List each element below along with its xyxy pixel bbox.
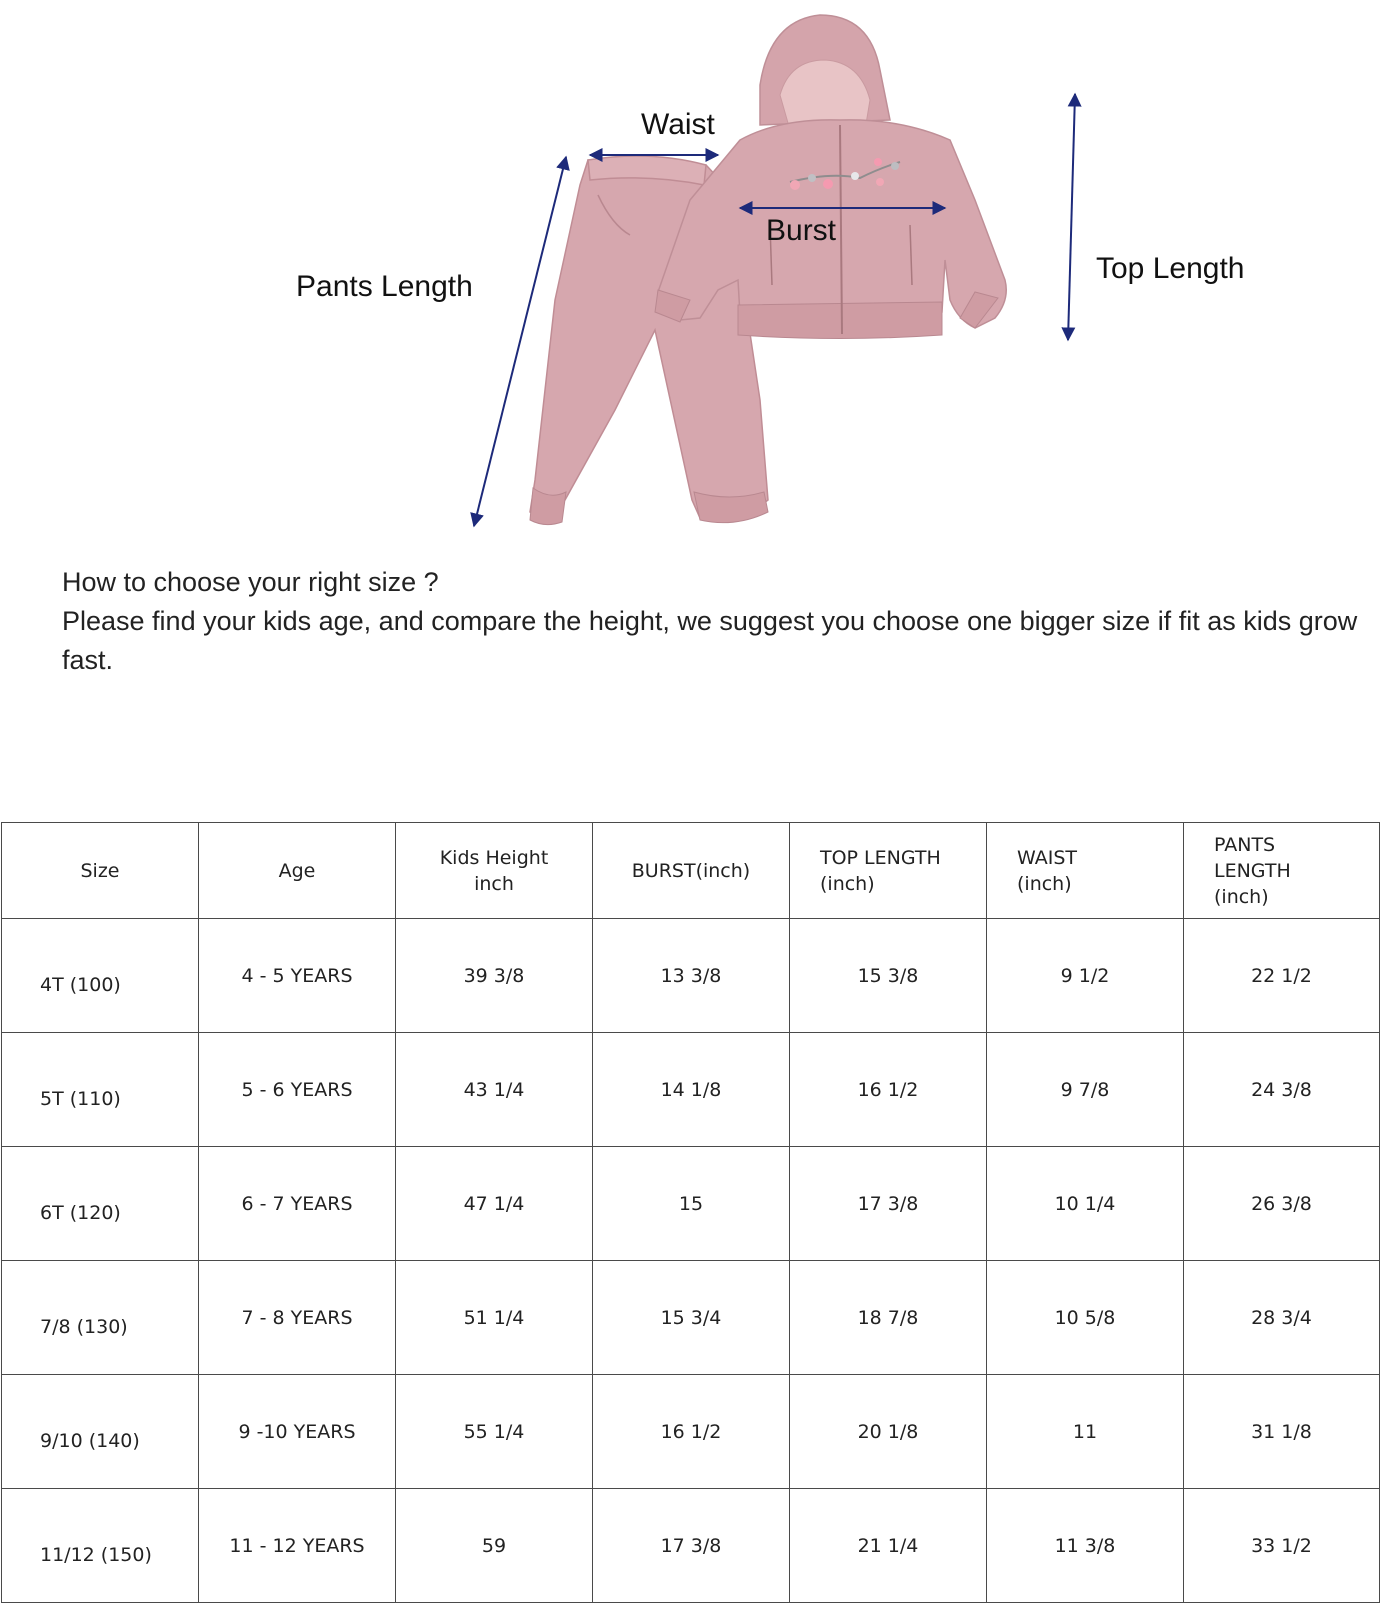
cell-waist: 9 1/2 bbox=[987, 919, 1184, 1033]
cell-height: 43 1/4 bbox=[396, 1033, 593, 1147]
cell-pants-length: 22 1/2 bbox=[1184, 919, 1380, 1033]
cell-size: 9/10 (140) bbox=[2, 1375, 199, 1489]
header-top-length: TOP LENGTH (inch) bbox=[790, 823, 987, 919]
table-row bbox=[2, 1375, 1380, 1489]
cell-pants-length: 33 1/2 bbox=[1184, 1489, 1380, 1603]
cell-pants-length: 31 1/8 bbox=[1184, 1375, 1380, 1489]
cell-burst: 17 3/8 bbox=[593, 1489, 790, 1603]
cell-burst: 15 bbox=[593, 1147, 790, 1261]
header-burst: BURST(inch) bbox=[593, 823, 790, 919]
cell-burst: 16 1/2 bbox=[593, 1375, 790, 1489]
cell-pants-length: 26 3/8 bbox=[1184, 1147, 1380, 1261]
header-size: Size bbox=[2, 823, 199, 919]
cell-pants-length: 24 3/8 bbox=[1184, 1033, 1380, 1147]
cell-top-length: 17 3/8 bbox=[790, 1147, 987, 1261]
table-row bbox=[2, 1261, 1380, 1375]
cell-size: 7/8 (130) bbox=[2, 1261, 199, 1375]
cell-top-length: 16 1/2 bbox=[790, 1033, 987, 1147]
cell-burst: 13 3/8 bbox=[593, 919, 790, 1033]
cell-size: 11/12 (150) bbox=[2, 1489, 199, 1603]
cell-age: 5 - 6 YEARS bbox=[199, 1033, 396, 1147]
pants-length-label: Pants Length bbox=[296, 270, 473, 303]
top-length-label: Top Length bbox=[1096, 252, 1245, 285]
table-row bbox=[2, 1489, 1380, 1603]
cell-top-length: 15 3/8 bbox=[790, 919, 987, 1033]
size-chart-table bbox=[1, 822, 1380, 1603]
cell-top-length: 21 1/4 bbox=[790, 1489, 987, 1603]
header-age: Age bbox=[199, 823, 396, 919]
cell-age: 11 - 12 YEARS bbox=[199, 1489, 396, 1603]
burst-label: Burst bbox=[766, 214, 837, 247]
top-length-arrow bbox=[1068, 94, 1075, 340]
cell-burst: 15 3/4 bbox=[593, 1261, 790, 1375]
table-row bbox=[2, 1033, 1380, 1147]
cell-age: 9 -10 YEARS bbox=[199, 1375, 396, 1489]
cell-waist: 9 7/8 bbox=[987, 1033, 1184, 1147]
cell-height: 59 bbox=[396, 1489, 593, 1603]
intro-question: How to choose your right size ? bbox=[62, 567, 439, 597]
cell-top-length: 20 1/8 bbox=[790, 1375, 987, 1489]
cell-age: 6 - 7 YEARS bbox=[199, 1147, 396, 1261]
table-row bbox=[2, 1147, 1380, 1261]
header-kids-height: Kids Height inch bbox=[396, 823, 593, 919]
header-waist: WAIST (inch) bbox=[987, 823, 1184, 919]
cell-pants-length: 28 3/4 bbox=[1184, 1261, 1380, 1375]
cell-waist: 10 5/8 bbox=[987, 1261, 1184, 1375]
table-header-row bbox=[2, 823, 1380, 919]
cell-height: 47 1/4 bbox=[396, 1147, 593, 1261]
cell-waist: 10 1/4 bbox=[987, 1147, 1184, 1261]
cell-height: 51 1/4 bbox=[396, 1261, 593, 1375]
cell-age: 4 - 5 YEARS bbox=[199, 919, 396, 1033]
cell-size: 5T (110) bbox=[2, 1033, 199, 1147]
garment-figure bbox=[0, 0, 1381, 540]
table-row bbox=[2, 919, 1380, 1033]
cell-height: 39 3/8 bbox=[396, 919, 593, 1033]
cell-size: 6T (120) bbox=[2, 1147, 199, 1261]
header-pants-length: PANTS LENGTH (inch) bbox=[1184, 823, 1380, 919]
waist-label: Waist bbox=[641, 108, 715, 141]
intro-instruction: Please find your kids age, and compare the height, we suggest you choose one bigger size if fit as kids grow fast. bbox=[62, 606, 1358, 675]
cell-top-length: 18 7/8 bbox=[790, 1261, 987, 1375]
cell-size: 4T (100) bbox=[2, 919, 199, 1033]
cell-waist: 11 bbox=[987, 1375, 1184, 1489]
size-guide-intro bbox=[62, 563, 1362, 680]
cell-waist: 11 3/8 bbox=[987, 1489, 1184, 1603]
cell-age: 7 - 8 YEARS bbox=[199, 1261, 396, 1375]
cell-burst: 14 1/8 bbox=[593, 1033, 790, 1147]
cell-height: 55 1/4 bbox=[396, 1375, 593, 1489]
